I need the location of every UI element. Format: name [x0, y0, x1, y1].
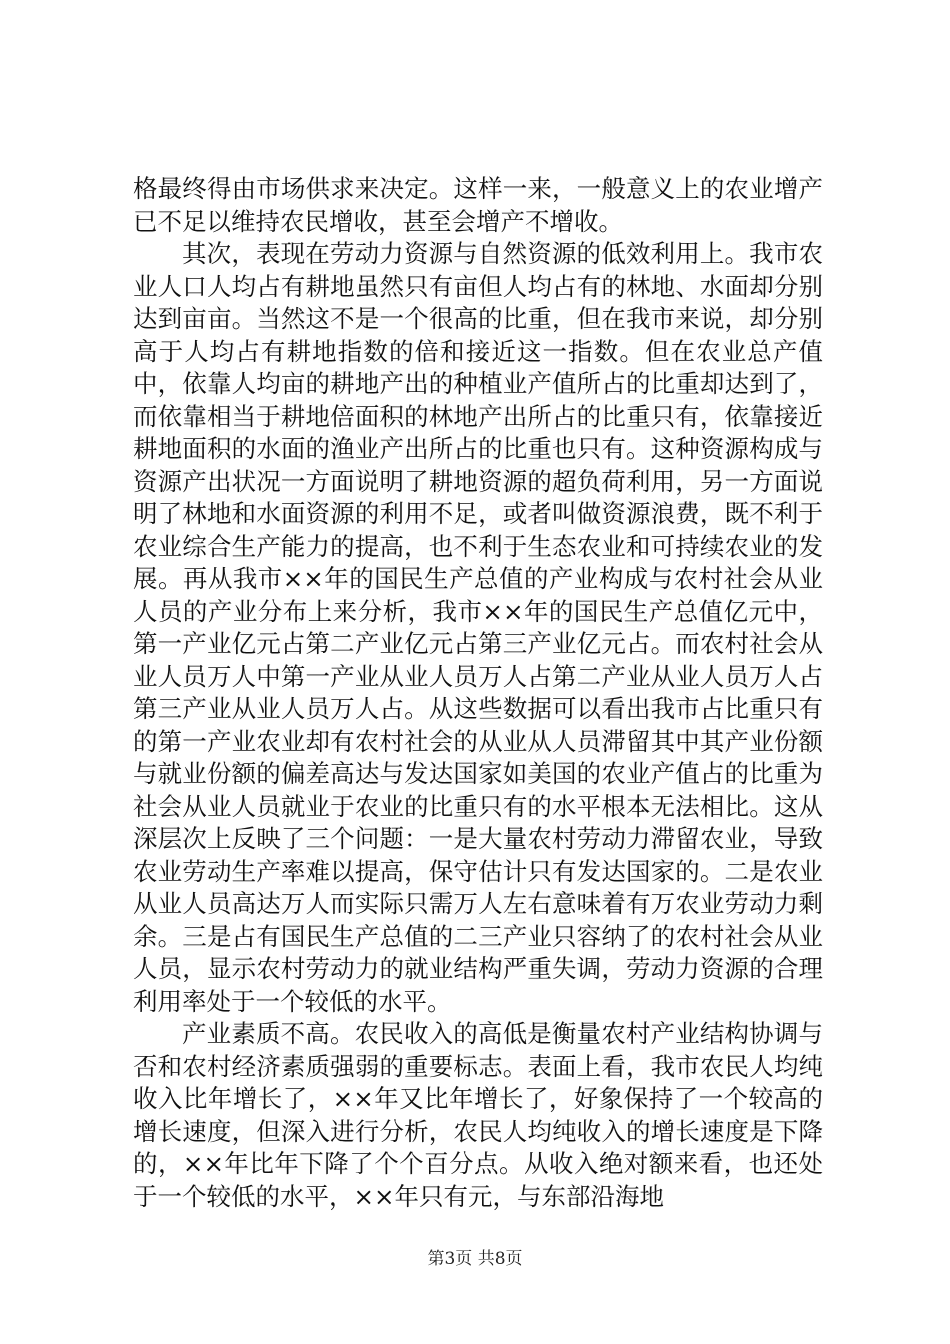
paragraph-3: 产业素质不高。农民收入的高低是衡量农村产业结构协调与否和农村经济素质强弱的重要标志。表面上看，我市农民人均纯收入比年增长了，××年又比年增长了，好象保持了一个较高的增长速度，但深入进行分析，农民人均纯收入的增长速度是下降的，××年比年下降了个个百分点。从收入绝对额来看，也还处于一个较低的水平，××年只有元，与东部沿海地 — [133, 1019, 823, 1211]
paragraph-1: 格最终得由市场供求来决定。这样一来，一般意义上的农业增产已不足以维持农民增收，甚至会增产不增收。 — [133, 174, 823, 236]
document-body — [133, 173, 823, 1213]
paragraph-2: 其次，表现在劳动力资源与自然资源的低效利用上。我市农业人口人均占有耕地虽然只有亩但人均占有的林地、水面却分别达到亩亩。当然这不是一个很高的比重，但在我市来说，却分别高于人均占有耕地指数的倍和接近这一指数。但在农业总产值中，依靠人均亩的耕地产出的种植业产值所占的比重却达到了，而依靠相当于耕地倍面积的林地产出所占的比重只有，依靠接近耕地面积的水面的渔业产出所占的比重也只有。这种资源构成与资源产出状况一方面说明了耕地资源的超负荷利用，另一方面说明了林地和水面资源的利用不足，或者叫做资源浪费，既不利于农业综合生产能力的提高，也不利于生态农业和可持续农业的发展。再从我市××年的国民生产总值的产业构成与农村社会从业人员的产业分布上来分析，我市××年的国民生产总值亿元中，第一产业亿元占第二产业亿元占第三产业亿元占。而农村社会从业人员万人中第一产业从业人员万人占第二产业从业人员万人占第三产业从业人员万人占。从这些数据可以看出我市占比重只有的第一产业农业却有农村社会的从业从人员滞留其中其产业份额与就业份额的偏差高达与发达国家如美国的农业产值占的比重为社会从业人员就业于农业的比重只有的水平根本无法相比。这从深层次上反映了三个问题：一是大量农村劳动力滞留农业，导致农业劳动生产率难以提高，保守估计只有发达国家的。二是农业从业人员高达万人而实际只需万人左右意味着有万农业劳动力剩余。三是占有国民生产总值的二三产业只容纳了的农村社会从业人员，显示农村劳动力的就业结构严重失调，劳动力资源的合理利用率处于一个较低的水平。 — [133, 239, 823, 1016]
page-footer: 第3页 共8页 — [427, 1249, 523, 1269]
